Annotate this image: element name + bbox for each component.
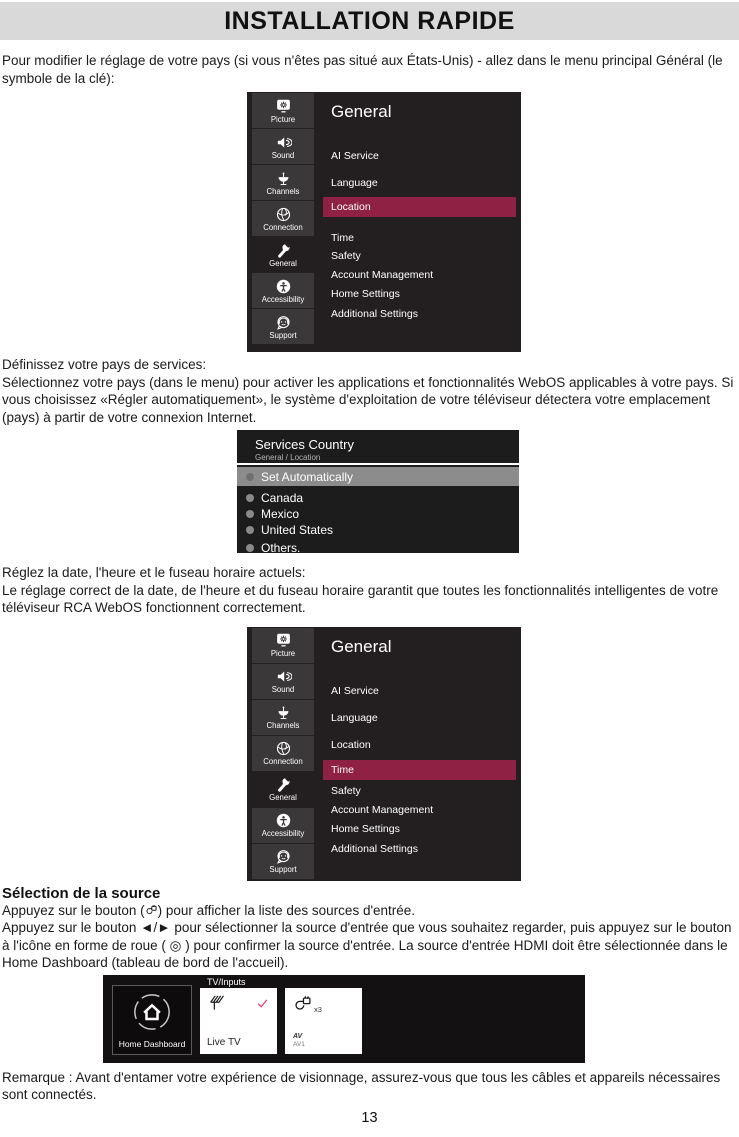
option-others[interactable] <box>237 539 519 556</box>
sidebar-label: Sound <box>271 150 295 160</box>
menu-item-ai-service[interactable]: AI Service <box>331 150 379 162</box>
home-dashboard-screenshot <box>103 975 585 1063</box>
accessibility-icon <box>275 278 292 295</box>
accessibility-icon <box>275 812 292 829</box>
sidebar-item-general[interactable] <box>252 772 314 807</box>
services-country-screenshot <box>237 430 519 553</box>
home-dashboard-tile[interactable] <box>112 985 192 1055</box>
radio-icon <box>246 494 254 502</box>
home-icon <box>132 992 172 1032</box>
tv-settings-screenshot-location <box>247 92 521 352</box>
menu-item-language[interactable]: Language <box>331 711 378 724</box>
option-label: Set Automatically <box>261 469 354 484</box>
settings-panel-title: General <box>331 636 392 656</box>
settings-sidebar <box>252 628 314 880</box>
time-lead: Réglez la date, l'heure et le fuseau horaire actuels: <box>2 565 306 580</box>
sidebar-label: Picture <box>270 114 296 124</box>
sidebar-item-channels[interactable] <box>252 165 314 200</box>
sound-icon <box>275 668 292 685</box>
menu-item-safety[interactable]: Safety <box>331 784 361 797</box>
services-country-breadcrumb: General / Location <box>255 453 321 462</box>
settings-panel-title: General <box>331 102 392 121</box>
input-source-icon <box>145 904 158 917</box>
menu-item-account-management[interactable]: Account Management <box>331 269 434 281</box>
sidebar-label: Sound <box>271 685 295 694</box>
av-sub-label: AV1 <box>293 1040 305 1048</box>
tv-settings-screenshot-time <box>247 627 521 881</box>
menu-item-location[interactable]: Location <box>331 738 371 751</box>
option-set-automatically[interactable] <box>237 467 519 486</box>
sidebar-label: General <box>269 793 297 802</box>
separator <box>237 463 519 465</box>
page-number: 13 <box>361 1109 378 1126</box>
menu-item-safety[interactable]: Safety <box>331 250 361 262</box>
sidebar-label: Connection <box>263 222 303 232</box>
intro-paragraph: Pour modifier le réglage de votre pays (si vous n'êtes pas situé aux États-Unis) - allez dans le menu principal Général (le symbole de la clé): <box>2 53 723 86</box>
remark-paragraph: Remarque : Avant d'entamer votre expérience de visionnage, assurez-vous que tous les câbles et appareils nécessaires sont connectés. <box>2 1069 721 1102</box>
radio-icon <box>246 526 254 534</box>
menu-item-account-management[interactable]: Account Management <box>331 803 434 816</box>
antenna-icon <box>207 994 229 1016</box>
sidebar-label: Connection <box>263 757 303 766</box>
channels-icon <box>275 704 292 721</box>
live-tv-label: Live TV <box>207 1036 241 1048</box>
option-label: Mexico <box>261 506 300 521</box>
time-paragraph <box>2 564 737 617</box>
sidebar-item-sound[interactable] <box>252 664 314 699</box>
av-cable-icon <box>292 994 314 1016</box>
source-line2: Appuyez sur le bouton ◄/► pour sélectionner la source d'entrée que vous souhaitez regarder, puis appuyez sur le bouton à l'icône en forme de roue ( ◎ ) pour confirmer la source d'entrée. La source d'entrée HDMI doit être sélectionnée dans le Home Dashboard (tableau de bord de l'accueil). <box>2 920 732 970</box>
menu-item-time[interactable]: Time <box>331 232 354 244</box>
menu-item-home-settings[interactable]: Home Settings <box>331 288 400 300</box>
option-label: Others. <box>261 540 301 555</box>
sidebar-item-picture[interactable] <box>252 93 314 128</box>
settings-sidebar <box>252 93 314 345</box>
picture-icon <box>275 632 292 649</box>
page-title: INSTALLATION RAPIDE <box>0 2 739 40</box>
tv-inputs-label: TV/Inputs <box>207 976 246 987</box>
option-united-states[interactable] <box>237 521 519 538</box>
sidebar-item-connection[interactable] <box>252 736 314 771</box>
support-icon <box>275 848 292 865</box>
source-heading: Sélection de la source <box>2 884 161 902</box>
sidebar-item-general[interactable] <box>252 237 314 272</box>
sidebar-label: General <box>269 258 297 268</box>
wrench-icon <box>275 242 292 259</box>
services-body: Sélectionnez votre pays (dans le menu) pour activer les applications et fonctionnalités WebOS applicables à votre pays. Si vous choisissez «Régler automatiquement», le système d'exploitation de votre téléviseur détectera votre emplacement (pays) à partir de votre connexion Internet. <box>2 374 734 425</box>
connection-icon <box>275 740 292 757</box>
sidebar-label: Support <box>269 865 297 874</box>
sidebar-item-sound[interactable] <box>252 129 314 164</box>
source-line1-pre: Appuyez sur le bouton ( <box>2 902 145 918</box>
services-country-title: Services Country <box>255 437 354 452</box>
sidebar-label: Channels <box>266 186 300 196</box>
connection-icon <box>275 206 292 223</box>
option-mexico[interactable] <box>237 505 519 522</box>
sidebar-item-picture[interactable] <box>252 628 314 663</box>
channels-icon <box>275 170 292 187</box>
menu-item-location-highlighted[interactable]: Location <box>323 197 516 217</box>
home-dashboard-label: Home Dashboard <box>118 1038 186 1049</box>
sidebar-item-connection[interactable] <box>252 201 314 236</box>
sidebar-label: Accessibility <box>261 294 305 304</box>
source-paragraph <box>2 902 737 972</box>
radio-icon <box>246 544 254 552</box>
source-line1-post: ) pour afficher la liste des sources d'entrée. <box>157 902 416 918</box>
sidebar-label: Support <box>269 330 297 340</box>
option-canada[interactable] <box>237 489 519 506</box>
sidebar-item-channels[interactable] <box>252 700 314 735</box>
time-body: Le réglage correct de la date, de l'heure et du fuseau horaire garantit que toutes les fonctionnalités intelligentes de votre téléviseur RCA WebOS fonctionnent correctement. <box>2 582 719 615</box>
sidebar-label: Channels <box>266 721 300 730</box>
menu-item-additional-settings[interactable]: Additional Settings <box>331 842 418 855</box>
menu-item-ai-service[interactable]: AI Service <box>331 684 379 697</box>
sidebar-label: Picture <box>270 649 296 658</box>
radio-icon <box>246 510 254 518</box>
av-label: AV <box>293 1032 303 1040</box>
sidebar-item-accessibility[interactable] <box>252 808 314 843</box>
menu-item-additional-settings[interactable]: Additional Settings <box>331 308 418 320</box>
sidebar-item-accessibility[interactable] <box>252 273 314 308</box>
sidebar-item-support[interactable] <box>252 309 314 344</box>
radio-icon <box>246 473 254 481</box>
av-count-badge: x3 <box>314 1004 322 1014</box>
check-icon <box>255 997 270 1010</box>
option-label: Canada <box>261 490 304 505</box>
live-tv-tile[interactable] <box>200 988 277 1054</box>
support-icon <box>275 314 292 331</box>
menu-item-time-highlighted[interactable]: Time <box>323 760 516 780</box>
option-label: United States <box>261 522 334 537</box>
services-paragraph <box>2 356 737 426</box>
services-lead: Définissez votre pays de services: <box>2 357 207 372</box>
wrench-icon <box>275 776 292 793</box>
menu-item-language[interactable]: Language <box>331 177 378 189</box>
picture-icon <box>275 98 292 115</box>
sidebar-label: Accessibility <box>261 829 305 838</box>
menu-item-home-settings[interactable]: Home Settings <box>331 822 400 835</box>
sidebar-item-support[interactable] <box>252 844 314 879</box>
av-input-tile[interactable] <box>285 988 362 1054</box>
sound-icon <box>275 134 292 151</box>
